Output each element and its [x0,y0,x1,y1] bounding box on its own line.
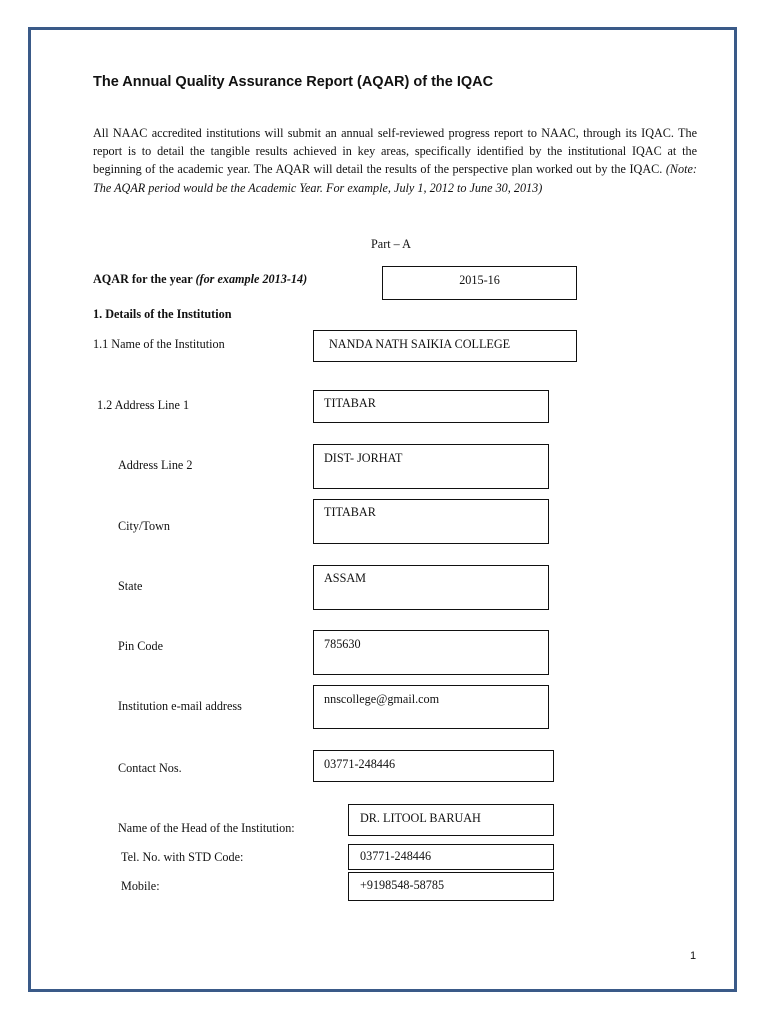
state-label: State [118,579,143,593]
part-label: Part – A [371,237,411,251]
city-field[interactable]: TITABAR [313,499,549,544]
aqar-year-field[interactable]: 2015-16 [382,266,577,300]
intro-paragraph [93,124,697,197]
state-field[interactable]: ASSAM [313,565,549,610]
address-line1-field[interactable]: TITABAR [313,390,549,423]
intro-text: All NAAC accredited institutions will submit an annual self-reviewed progress report to NAAC, through its IQAC. The report is to detail the tangible results achieved in key areas, specifically identified by the institutional IQAC at the beginning of the academic year. The AQAR will detail the results of the perspective plan worked out by the IQAC. [93,126,697,177]
aqar-year-label [93,272,307,287]
contact-label: Contact Nos. [118,761,182,775]
contact-field[interactable]: 03771-248446 [313,750,554,782]
mobile-field[interactable]: +9198548-58785 [348,872,554,901]
section1-heading: 1. Details of the Institution [93,307,232,321]
intro-note: (Note: The AQAR period would be the Academic Year. For example, July 1, 2012 to June 30, 2013) [93,162,697,195]
aqar-year-label-text: AQAR for the year [93,272,193,286]
page-number: 1 [690,950,697,962]
page-title: The Annual Quality Assurance Report (AQAR) of the IQAC [93,74,494,90]
address-line2-field[interactable]: DIST- JORHAT [313,444,549,489]
head-name-label: Name of the Head of the Institution: [118,821,295,835]
mobile-label: Mobile: [121,879,160,893]
email-label: Institution e-mail address [118,699,242,713]
institution-name-field[interactable]: NANDA NATH SAIKIA COLLEGE [313,330,577,362]
address-line2-label: Address Line 2 [118,458,193,472]
aqar-year-example: (for example 2013-14) [195,272,308,286]
city-label: City/Town [118,519,170,533]
tel-field[interactable]: 03771-248446 [348,844,554,870]
tel-label: Tel. No. with STD Code: [121,850,244,864]
address-line1-label: 1.2 Address Line 1 [97,398,190,412]
email-field[interactable]: nnscollege@gmail.com [313,685,549,729]
institution-name-label: 1.1 Name of the Institution [93,337,225,351]
pin-code-label: Pin Code [118,639,164,653]
pin-code-field[interactable]: 785630 [313,630,549,675]
head-name-field[interactable]: DR. LITOOL BARUAH [348,804,554,836]
